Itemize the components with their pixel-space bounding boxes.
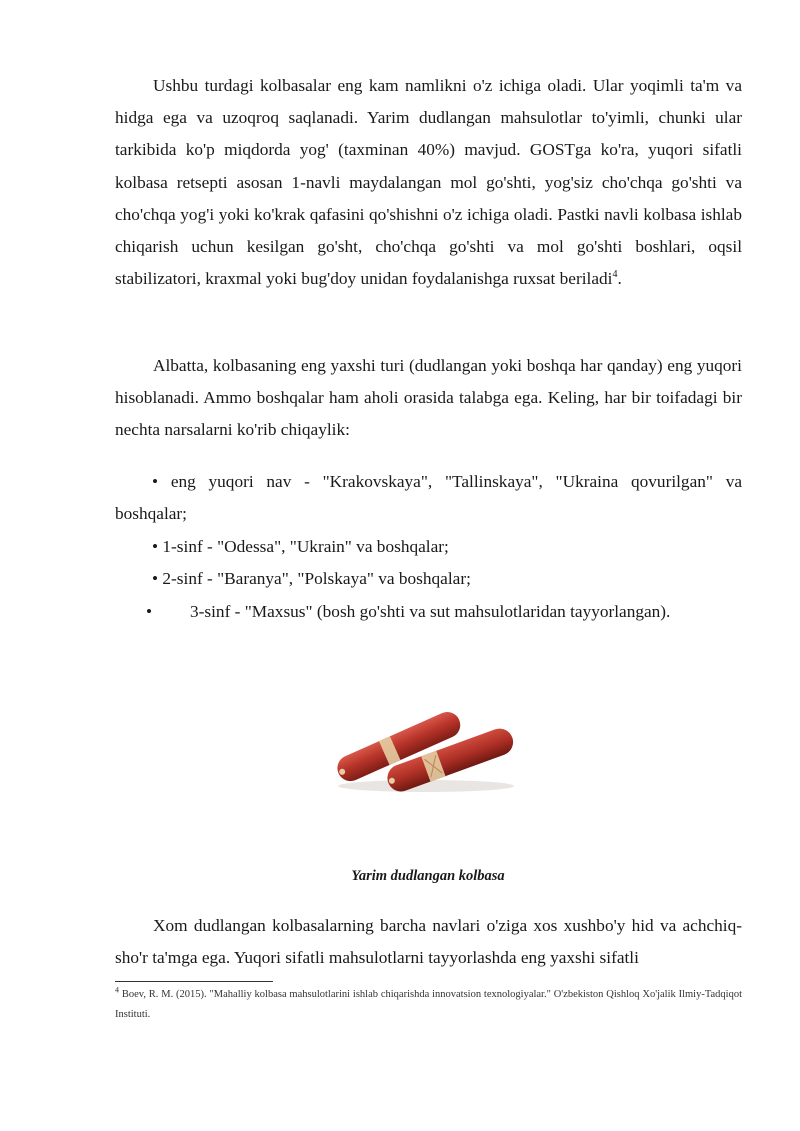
footnote-text: Boev, R. M. (2015). "Mahalliy kolbasa mahsulotlarini ishlab chiqarishda innovatsion texnologiyalar." O'zbekiston Qishloq Xo'jalik Ilmiy-Tadqiqot Instituti. <box>115 989 742 1020</box>
bullet-marker: • <box>146 602 153 621</box>
paragraph-2: Albatta, kolbasaning eng yaxshi turi (dudlangan yoki boshqa har qanday) eng yuqori hisoblanadi. Ammo boshqalar ham aholi orasida talabga ega. Keling, har bir toifadagi bir nechta narsalarni ko'rib chiqaylik: <box>115 356 742 440</box>
sausage-image <box>326 700 522 800</box>
bullet-marker: • <box>152 569 159 588</box>
bullet-text-2: 1-sinf - "Odessa", "Ukrain" va boshqalar; <box>162 537 449 556</box>
bullet-text-4: 3-sinf - "Maxsus" (bosh go'shti va sut mahsulotlaridan tayyorlangan). <box>190 602 671 621</box>
bullet-marker: • <box>152 472 159 491</box>
footnote-number: 4 <box>115 985 119 995</box>
paragraph-3: Xom dudlangan kolbasalarning barcha navlari o'ziga xos xushbo'y hid va achchiq-sho'r ta'mga ega. Yuqori sifatli mahsulotlarni tayyorlashda eng yaxshi sifatli <box>115 916 742 968</box>
paragraph-1-text: Ushbu turdagi kolbasalar eng kam namlikni o'z ichiga oladi. Ular yoqimli ta'm va hidga ega va uzoqroq saqlanadi. Yarim dudlangan mahsulotlar to'yimli, chunki ular tarkibida ko'p miqdorda yog' (taxminan 40%) mavjud. GOSTga ko'ra, yuqori sifatli kolbasa retsepti asosan 1-navli maydalangan mol go'shti, yog'siz cho'chqa go'shti va cho'chqa yog'i yoki ko'krak qafasini qo'shishni o'z ichiga oladi. Pastki navli kolbasa ishlab chiqarish uchun kesilgan go'sht, cho'chqa go'shti va mol go'shti boshlari, oqsil stabilizatori, kraxmal yoki bug'doy unidan foydalanishga ruxsat beriladi <box>115 76 742 289</box>
footnote-divider <box>115 981 273 982</box>
bullet-item-4 <box>146 596 746 628</box>
bullet-item-2 <box>152 531 449 563</box>
bullet-item-3 <box>152 563 471 595</box>
bullet-text-1: eng yuqori nav - "Krakovskaya", "Tallinskaya", "Ukraina qovurilgan" va boshqalar; <box>115 472 743 524</box>
figure-caption: Yarim dudlangan kolbasa <box>351 868 505 884</box>
paragraph-1-end: . <box>617 269 622 289</box>
bullet-item-1 <box>115 466 742 530</box>
bullet-marker: • <box>152 537 159 556</box>
footnote-ref: 4 <box>612 269 618 281</box>
paragraph-1 <box>115 70 742 295</box>
bullet-text-3: 2-sinf - "Baranya", "Polskaya" va boshqalar; <box>162 569 471 588</box>
footnote <box>115 985 742 1025</box>
